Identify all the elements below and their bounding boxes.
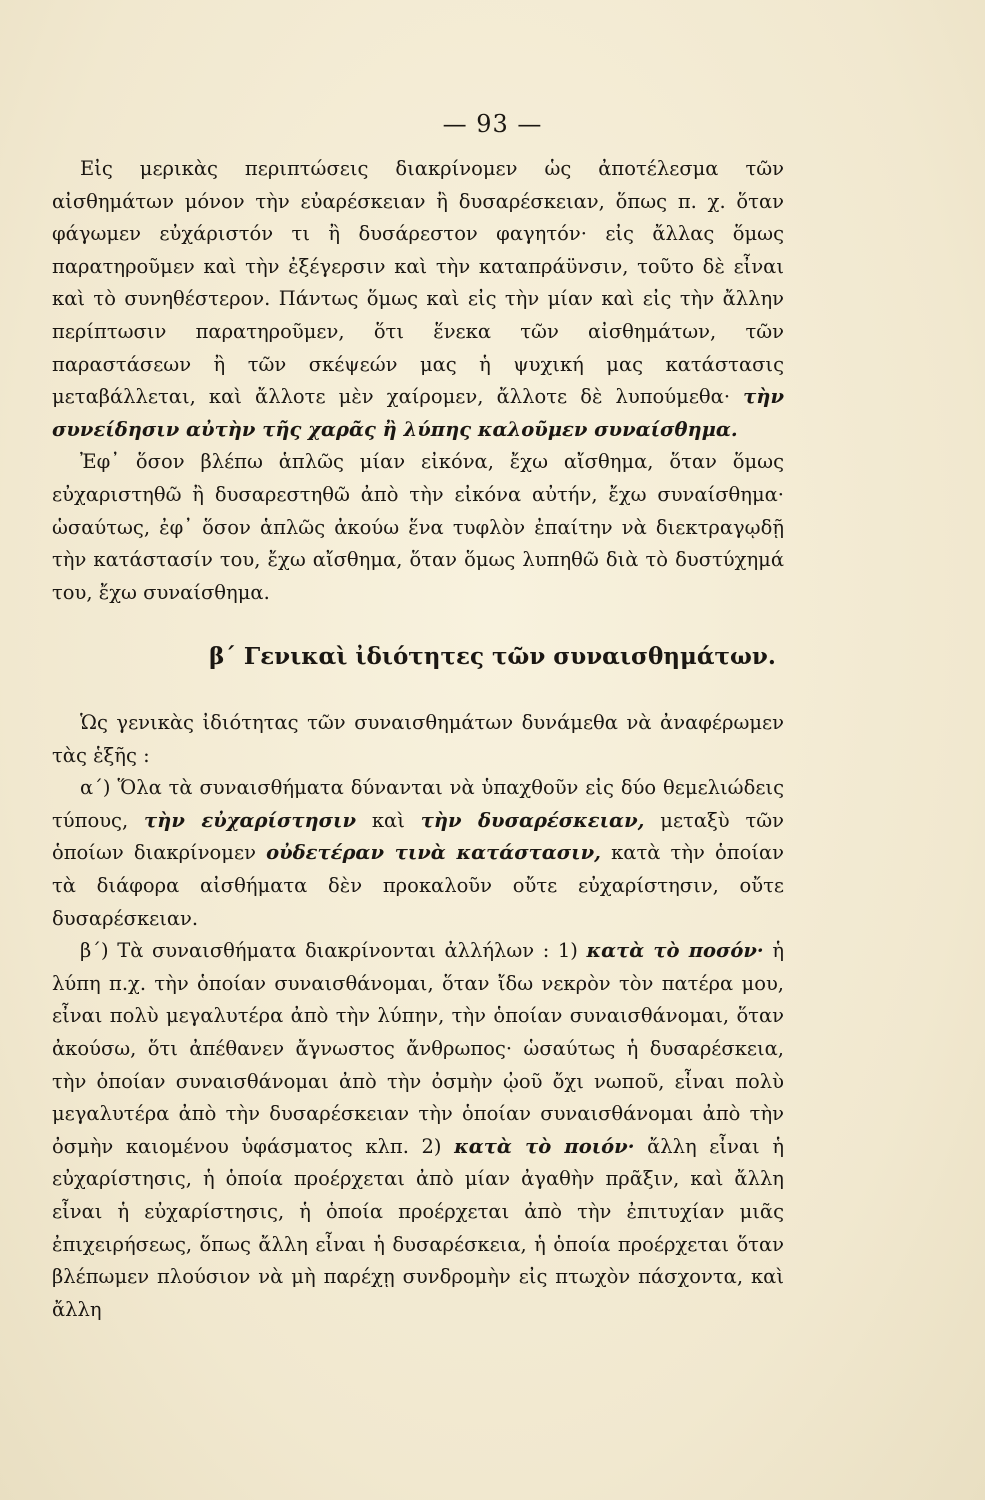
paragraph-5 <box>52 935 784 1326</box>
paragraph-5-text-3: ἄλλη εἶναι ἡ εὐχαρίστησις, ἡ ὁποία προέρχεται ἀπὸ μίαν ἀγαθὴν πρᾶξιν, καὶ ἄλλη εἶναι ἡ εὐχαρίστησις, ἡ ὁποία προέρχεται ἀπὸ τὴν ἐπιτυχίαν μιᾶς ἐπιχειρήσεως, ὅπως ἄλλη εἶναι ἡ δυσαρέσκεια, ἡ ὁποία προέρχεται ὅταν βλέπωμεν πλούσιον νὰ μὴ παρέχῃ συνδρομὴν εἰς πτωχὸν πάσχοντα, καὶ ἄλλη <box>52 1134 785 1321</box>
emphasis-oudetera: οὐδετέραν τινὰ κατάστασιν, <box>266 841 601 865</box>
emphasis-poion: κατὰ τὸ ποιόν· <box>454 1134 635 1158</box>
emphasis-dysareskeia: τὴν δυσαρέσκειαν, <box>420 808 645 832</box>
text-block-bottom <box>52 707 784 1326</box>
paragraph-1-text: Εἰς μερικὰς περιπτώσεις διακρίνομεν ὡς ἀποτέλεσμα τῶν αἰσθημάτων μόνον τὴν εὐαρέσκειαν ἢ δυσαρέσκειαν, ὅπως π. χ. ὅταν φάγωμεν εὐχάριστόν τι ἢ δυσάρεστον φαγητόν· εἰς ἄλλας ὅμως παρατηροῦμεν καὶ τὴν ἐξέγερσιν καὶ τὴν καταπράϋνσιν, τοῦτο δὲ εἶναι καὶ τὸ συνηθέστερον. Πάντως ὅμως καὶ εἰς τὴν μίαν καὶ εἰς τὴν ἄλλην περίπτωσιν παρατηροῦμεν, ὅτι ἕνεκα τῶν αἰσθημάτων, τῶν παραστάσεων ἢ τῶν σκέψεών μας ἡ ψυχική μας κατάστασις μεταβάλλεται, καὶ ἄλλοτε μὲν χαίρομεν, ἄλλοτε δὲ λυπούμεθα· <box>52 157 784 409</box>
emphasis-poson: κατὰ τὸ ποσόν· <box>586 939 764 963</box>
emphasis-eucharistisi: τὴν εὐχαρίστησιν <box>144 808 356 832</box>
paragraph-4 <box>52 772 784 935</box>
text-block-top <box>52 153 784 609</box>
definition-emphasis: τὴν συνείδησιν αὐτὴν τῆς χαρᾶς ἢ λύπης καλοῦμεν συναίσθημα. <box>52 385 784 441</box>
paragraph-4-text-4: κατὰ τὴν ὁποίαν τὰ διάφορα αἰσθήματα δὲν προκαλοῦν οὔτε εὐχαρίστησιν, οὔτε δυσαρέσκειαν. <box>52 841 784 930</box>
paragraph-3: Ὡς γενικὰς ἰδιότητας τῶν συναισθημάτων δυνάμεθα νὰ ἀναφέρωμεν τὰς ἑξῆς : <box>52 711 784 767</box>
page-number: — 93 — <box>442 110 543 138</box>
paragraph-5-text-2: ἡ λύπη π.χ. τὴν ὁποίαν συναισθάνομαι, ὅταν ἴδω νεκρὸν τὸν πατέρα μου, εἶναι πολὺ μεγαλυτέρα ἀπὸ τὴν λύπην, τὴν ὁποίαν συναισθάνομαι, ὅταν ἀκούσω, ὅτι ἀπέθανεν ἄγνωστος ἄνθρωπος· ὡσαύτως ἡ δυσαρέσκεια, τὴν ὁποίαν συναισθάνομαι ἀπὸ τὴν ὀσμὴν ᾠοῦ ὄχι νωποῦ, εἶναι πολὺ μεγαλυτέρα ἀπὸ τὴν δυσαρέσκειαν τὴν ὁποίαν συναισθάνομαι ἀπὸ τὴν ὀσμὴν καιομένου ὑφάσματος κλπ. 2) <box>52 939 785 1158</box>
paragraph-4-text-3: μεταξὺ τῶν ὁποίων διακρίνομεν <box>52 808 785 865</box>
paragraph-4-text-2: καὶ <box>371 808 405 832</box>
paragraph-2: Ἐφ᾽ ὅσον βλέπω ἁπλῶς μίαν εἰκόνα, ἔχω αἴσθημα, ὅταν ὅμως εὐχαριστηθῶ ἢ δυσαρεστηθῶ ἀπὸ τὴν εἰκόνα αὐτήν, ἔχω συναίσθημα· ὡσαύτως, ἐφ᾽ ὅσον ἁπλῶς ἀκούω ἕνα τυφλὸν ἐπαίτην νὰ διεκτραγῳδῇ τὴν κατάστασίν του, ἔχω αἴσθημα, ὅταν ὅμως λυπηθῶ διὰ τὸ δυστύχημά του, ἔχω συναίσθημα. <box>52 450 784 604</box>
paragraph-5-text-1: β΄) Τὰ συναισθήματα διακρίνονται ἀλλήλων : 1) <box>80 939 578 963</box>
paragraph-4-text-1: α΄) Ὅλα τὰ συναισθήματα δύνανται νὰ ὑπαχθοῦν εἰς δύο θεμελιώδεις τύπους, <box>52 776 784 832</box>
paragraph-1 <box>52 153 784 446</box>
section-heading: β΄ Γενικαὶ ἰδιότητες τῶν συναισθημάτων. <box>209 643 776 670</box>
